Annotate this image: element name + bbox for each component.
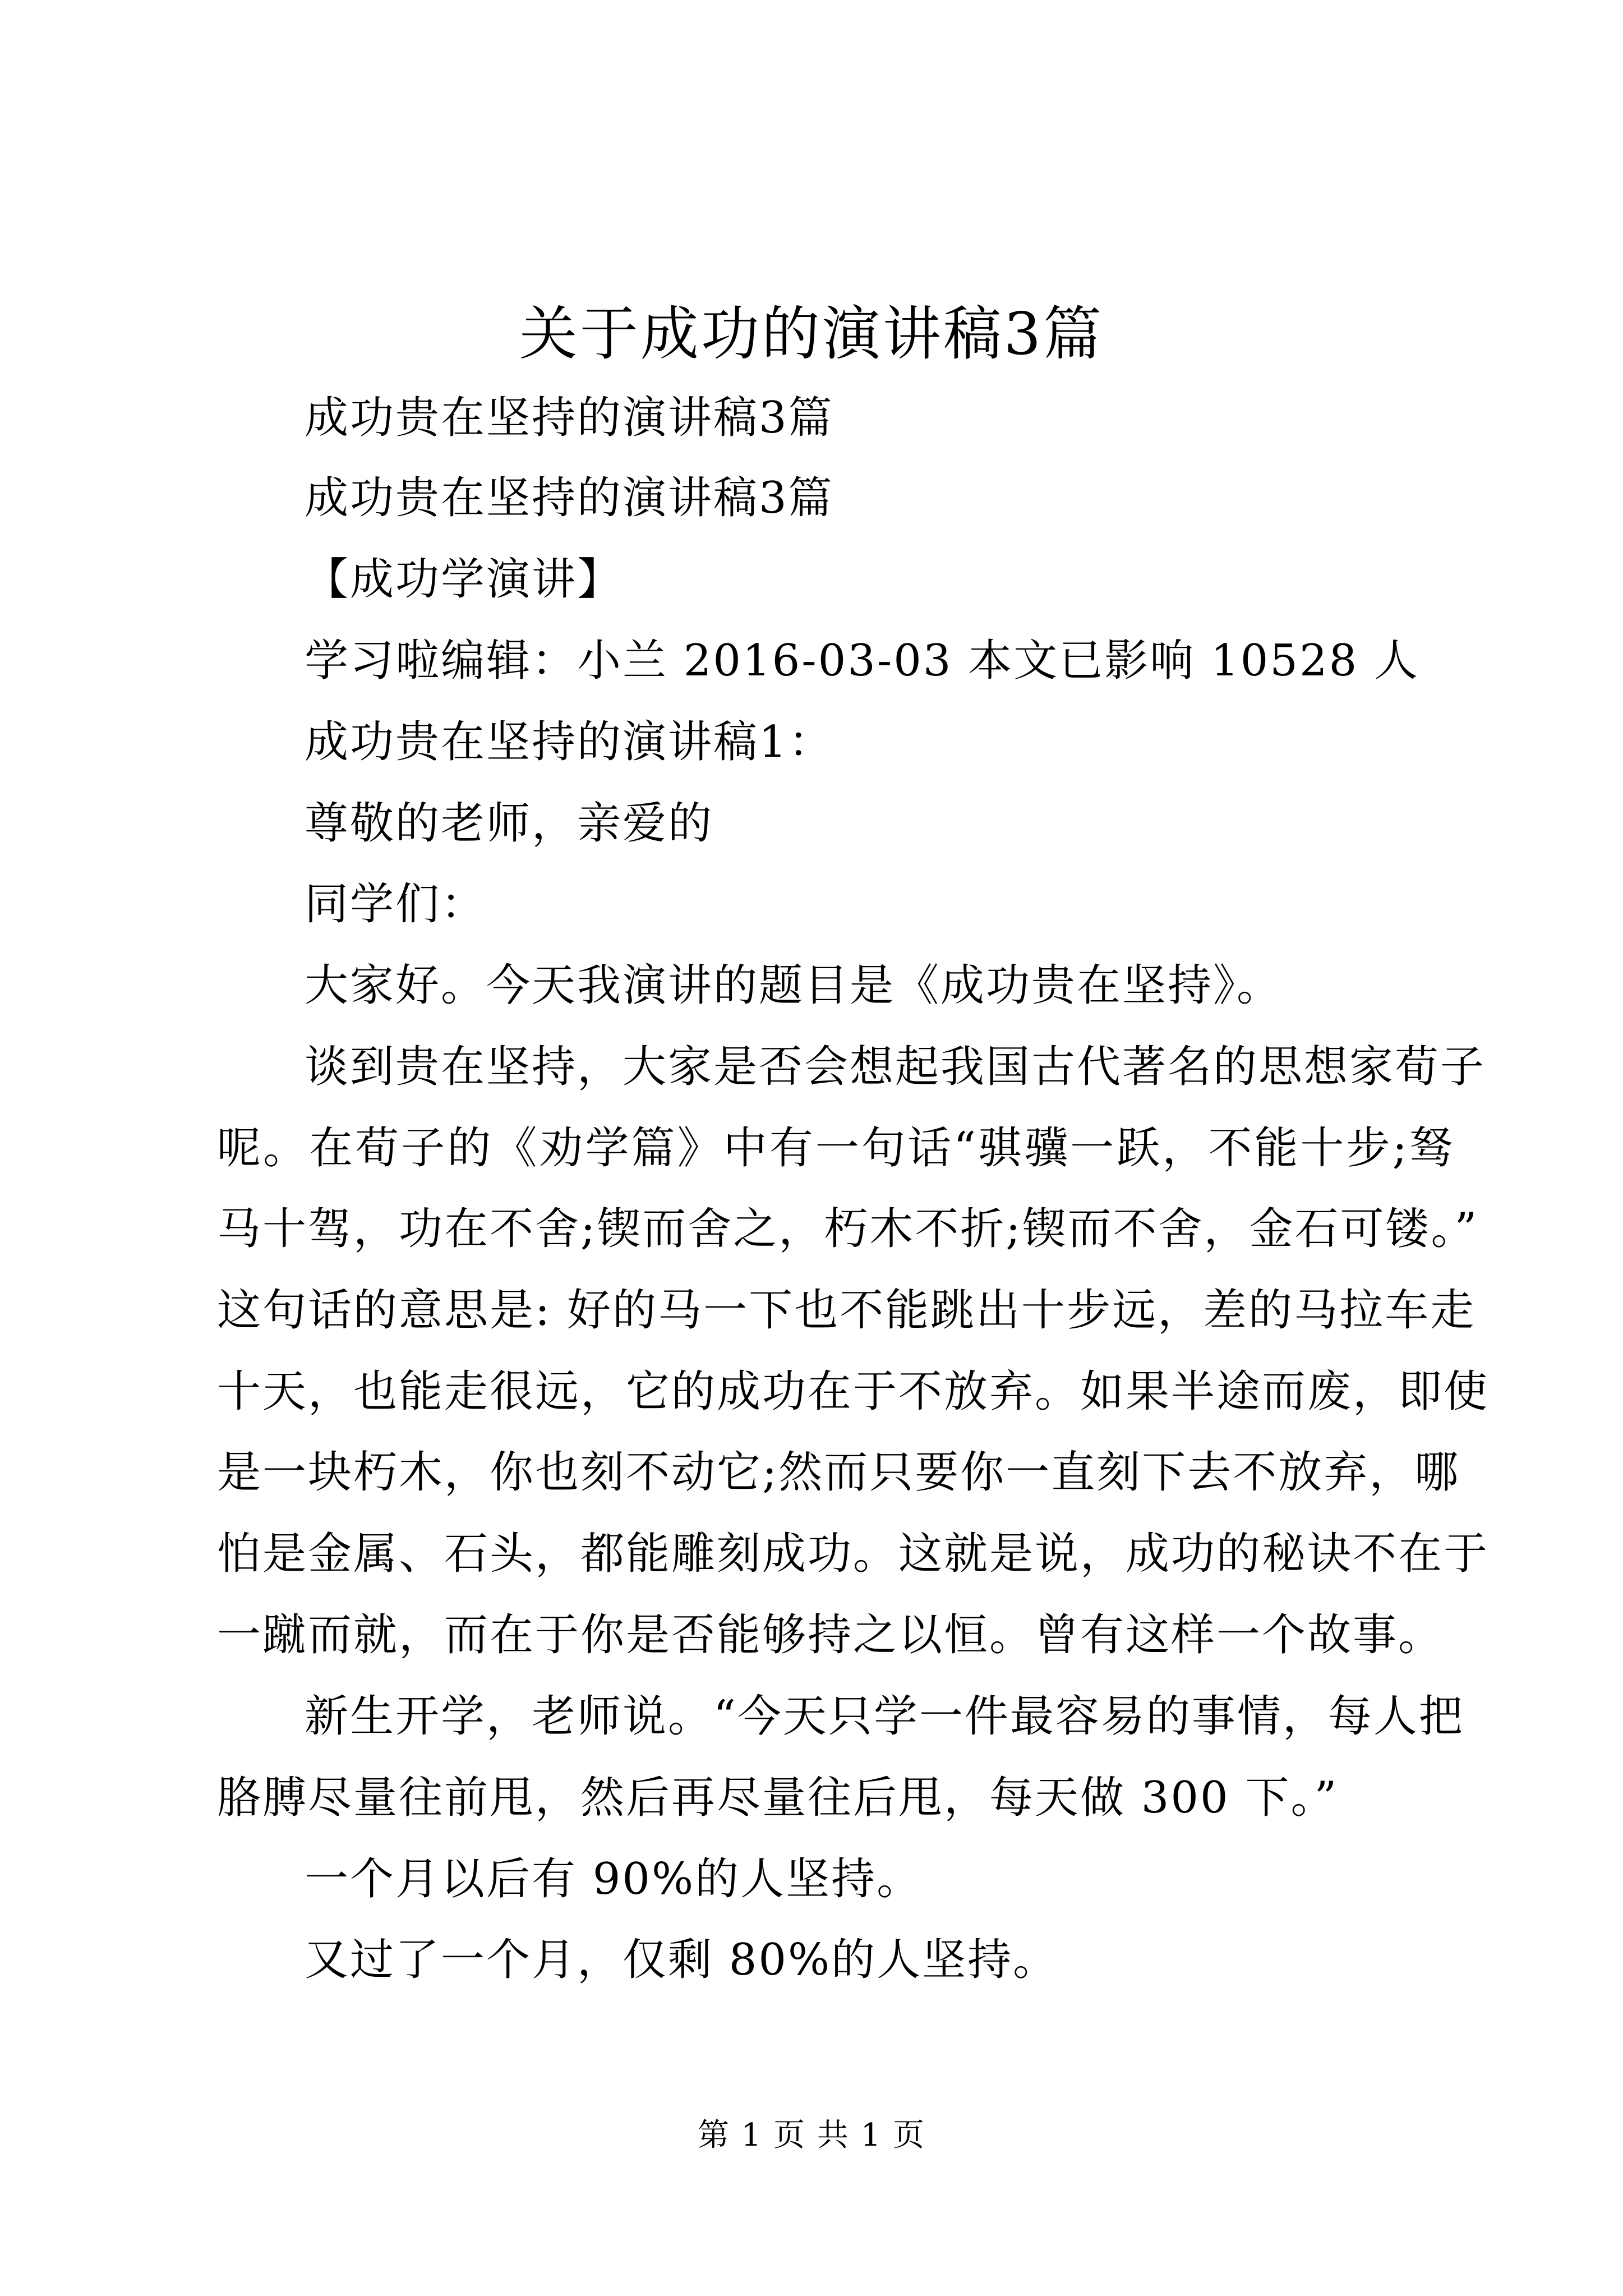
paragraph-line: 胳膊尽量往前甩，然后再尽量往后甩，每天做 300 下。” (217, 1773, 1339, 1823)
paragraph-line: 这句话的意思是: 好的马一下也不能跳出十步远，差的马拉车走 (217, 1285, 1476, 1336)
document-title: 关于成功的演讲稿3篇 (519, 300, 1104, 368)
section-heading: 成功贵在坚持的演讲稿1： (305, 717, 834, 767)
greeting-line: 尊敬的老师，亲爱的 (305, 798, 714, 849)
paragraph-line: 呢。在荀子的《劝学篇》中有一句话“骐骥一跃，不能十步;驽 (217, 1123, 1455, 1174)
greeting-line: 同学们： (305, 879, 487, 930)
meta-line: 学习啦编辑：小兰 2016-03-03 本文已影响 10528 人 (305, 636, 1420, 686)
paragraph-line: 怕是金属、石头，都能雕刻成功。这就是说，成功的秘诀不在于 (217, 1529, 1490, 1579)
category-line: 【成功学演讲】 (305, 554, 623, 605)
paragraph-line: 是一块朽木，你也刻不动它;然而只要你一直刻下去不放弃，哪 (217, 1447, 1460, 1498)
paragraph-line: 马十驾，功在不舍;锲而舍之，朽木不折;锲而不舍，金石可镂。” (217, 1204, 1479, 1254)
paragraph-line: 大家好。今天我演讲的题目是《成功贵在坚持》。 (305, 960, 1283, 1011)
page-footer: 第 1 页 共 1 页 (697, 2117, 926, 2154)
paragraph-line: 谈到贵在坚持，大家是否会想起我国古代著名的思想家荀子 (305, 1042, 1486, 1092)
paragraph-line: 新生开学，老师说。“今天只学一件最容易的事情，每人把 (305, 1691, 1464, 1742)
paragraph-line: 十天，也能走很远，它的成功在于不放弃。如果半途而废，即使 (217, 1366, 1490, 1417)
paragraph-line: 又过了一个月，仅剩 80%的人坚持。 (305, 1935, 1059, 1985)
paragraph-line: 一蹴而就，而在于你是否能够持之以恒。曾有这样一个故事。 (217, 1610, 1444, 1660)
subtitle-line: 成功贵在坚持的演讲稿3篇 (305, 473, 834, 523)
subtitle-line: 成功贵在坚持的演讲稿3篇 (305, 393, 834, 443)
paragraph-line: 一个月以后有 90%的人坚持。 (305, 1854, 923, 1904)
